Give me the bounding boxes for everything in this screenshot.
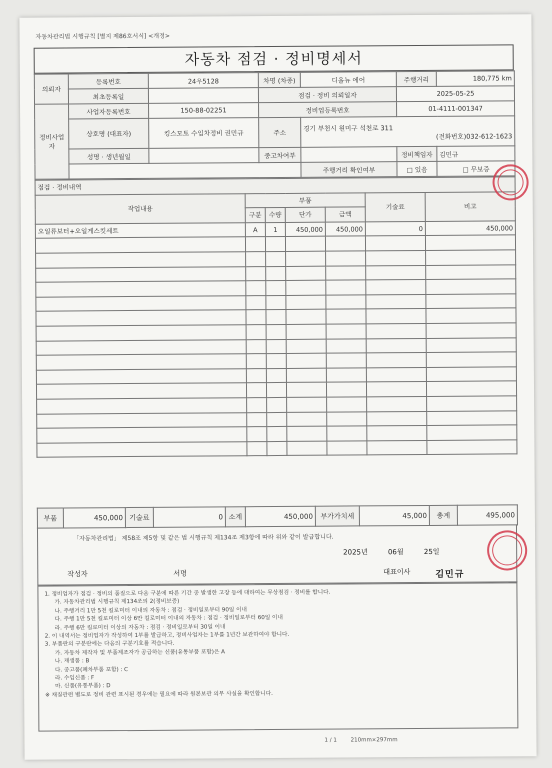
empty-cell	[327, 397, 367, 412]
rep-label: 대표이사	[383, 568, 411, 577]
empty-cell	[366, 353, 426, 368]
note-line: 1. 정비업자가 점검 · 정비의 품질으로 다음 구분에 따른 기간 중 발생한 고장 등에 대하여는 무상점검 · 정비를 합니다.	[44, 589, 331, 598]
empty-cell	[35, 237, 245, 253]
row-note: 450,000	[425, 221, 515, 236]
empty-cell	[266, 281, 286, 296]
empty-cell	[426, 352, 516, 367]
empty-cell	[267, 441, 287, 456]
note-line: 나. 재생품 : B	[54, 658, 90, 665]
row-amount: 450,000	[325, 222, 365, 237]
empty-cell	[366, 367, 426, 382]
grade-col-label: 구분	[245, 208, 265, 223]
row-qty: 1	[265, 222, 285, 237]
grand-total-value: 495,000	[457, 505, 517, 525]
empty-cell	[367, 411, 427, 426]
empty-cell	[327, 426, 367, 441]
shop-name-value: 킹스모토 수입차정비 권민규	[149, 118, 259, 149]
empty-cell	[285, 237, 325, 252]
customer-section-label: 의뢰자	[34, 74, 68, 104]
address-cell	[301, 116, 515, 147]
empty-cell	[287, 412, 327, 427]
empty-cell	[266, 295, 286, 310]
empty-cell	[427, 410, 517, 425]
amount-col-label: 금액	[325, 207, 365, 222]
empty-cell	[266, 383, 286, 398]
empty-cell	[366, 382, 426, 397]
empty-cell	[246, 368, 266, 383]
empty-cell	[286, 251, 326, 266]
subtotal-label: 소계	[225, 507, 245, 527]
empty-cell	[267, 397, 287, 412]
empty-cell	[326, 309, 366, 324]
empty-cell	[265, 237, 285, 252]
empty-cell	[267, 412, 287, 427]
empty-cell	[326, 265, 366, 280]
empty-cell	[247, 441, 267, 456]
footer	[324, 737, 409, 744]
empty-cell	[426, 250, 516, 265]
empty-cell	[246, 310, 266, 325]
empty-cell	[325, 236, 365, 251]
note-line: 나. 주행거리 1만 5천 킬로미터 이내의 자동차 : 점검 · 정비일로부터 90일 이내	[54, 607, 247, 615]
note-line: 다. 주행 1만 5천 킬로미터 이상 6만 킬로미터 이내의 자동차 : 점검 · 정비일로부터 60일 이내	[54, 615, 283, 623]
checkbox-icon: □	[406, 165, 413, 174]
model-value: 디올뉴 에어	[300, 72, 396, 88]
empty-cell	[286, 368, 326, 383]
labor-col-label: 기술료	[365, 192, 425, 222]
shop-name-label: 상호명 (대표자)	[69, 118, 149, 149]
empty-cell	[326, 251, 366, 266]
empty-cell	[246, 266, 266, 281]
empty-cell	[366, 280, 426, 295]
work-header-label: 점검 · 정비내역	[35, 177, 515, 195]
shop-section-label: 정비사업자	[35, 104, 70, 179]
empty-cell	[247, 397, 267, 412]
empty-cell	[326, 382, 366, 397]
sign-label: 서명	[173, 569, 187, 578]
warranty-no: □ 무보증	[437, 161, 515, 177]
row-item: 오일류보터+오일게스킷세트	[35, 223, 245, 239]
reg-no-label: 등록번호	[68, 73, 148, 89]
empty-cell	[36, 310, 246, 326]
empty-cell	[36, 354, 246, 370]
empty-cell	[267, 427, 287, 442]
check-date-value: 2025-05-25	[396, 86, 514, 102]
empty-cell	[245, 237, 265, 252]
empty-cell	[366, 265, 426, 280]
row-labor: 0	[365, 221, 425, 236]
issue-month: 06월	[387, 548, 404, 557]
empty-cell	[427, 440, 517, 455]
address-value: 경기 부천시 원미구 석천로 311	[303, 123, 393, 133]
reg-no-value: 24우5128	[148, 73, 258, 89]
paper-size: 210mm×297mm	[350, 737, 398, 744]
total-parts-label: 부품	[37, 508, 63, 528]
empty-cell	[36, 383, 246, 399]
empty-cell	[266, 354, 286, 369]
empty-cell	[36, 295, 246, 311]
empty-cell	[367, 440, 427, 455]
row-unit: 450,000	[285, 222, 325, 237]
empty-cell	[36, 325, 246, 341]
check-date-label: 점검 · 정비 의뢰일자	[258, 87, 396, 103]
empty-cell	[286, 266, 326, 281]
mileage-label: 주행거리	[396, 71, 436, 86]
empty-cell	[246, 252, 266, 267]
empty-cell	[286, 324, 326, 339]
empty-cell	[247, 412, 267, 427]
shop-reg-value: 01-4111-001347	[397, 101, 515, 117]
ceo-name-label: 성명 · 생년월일	[69, 148, 149, 164]
empty-cell	[246, 354, 266, 369]
empty-cell	[36, 281, 246, 297]
note-line: 라. 수입신품 : F	[55, 675, 95, 682]
rep-name: 김민규	[435, 569, 465, 580]
blank-cell	[69, 162, 301, 179]
empty-cell	[246, 383, 266, 398]
empty-cell	[286, 382, 326, 397]
empty-cell	[366, 323, 426, 338]
empty-cell	[426, 264, 516, 279]
note-line: ※ 재질관련 별도로 정비 관련 표시된 경우에는 필요에 따라 원본보관 의무 사실을 확인합니다.	[45, 690, 273, 699]
writer-label: 작성자	[67, 570, 88, 579]
ceo-name-value	[149, 148, 259, 164]
empty-cell	[266, 324, 286, 339]
empty-cell	[286, 339, 326, 354]
empty-cell	[425, 235, 515, 250]
note-col-label: 비고	[425, 191, 515, 221]
title-box	[34, 44, 514, 73]
phone-value: (전화번호)032-612-1623	[435, 131, 513, 141]
empty-cell	[286, 353, 326, 368]
empty-cell	[366, 309, 426, 324]
empty-cell	[326, 295, 366, 310]
empty-cell	[266, 266, 286, 281]
empty-cell	[326, 280, 366, 295]
empty-cell	[287, 441, 327, 456]
address-label: 주소	[259, 117, 301, 147]
empty-cell	[266, 368, 286, 383]
empty-cell	[36, 266, 246, 282]
empty-cell	[327, 411, 367, 426]
empty-cell	[426, 279, 516, 294]
empty-cell	[427, 396, 517, 411]
document-title: 자동차 점검 · 정비명세서	[184, 49, 363, 69]
mileage-value: 180,775 km	[436, 71, 514, 87]
empty-cell	[246, 295, 266, 310]
issue-day: 25일	[423, 547, 440, 556]
empty-cell	[246, 339, 266, 354]
note-line: 3. 부품란의 구분란에는 다음의 구분기호를 적습니다.	[44, 641, 175, 649]
page-number: 1 / 1	[324, 737, 337, 744]
biz-no-label: 사업자등록번호	[69, 103, 149, 119]
empty-cell	[367, 426, 427, 441]
biz-no-value: 150-88-02251	[149, 103, 259, 119]
empty-cell	[37, 412, 247, 428]
warranty-label: 주행거리 확인여부	[301, 162, 397, 178]
subtotal-value: 450,000	[245, 506, 315, 526]
total-parts-value: 450,000	[63, 508, 125, 528]
empty-cell	[286, 295, 326, 310]
warranty-yes: □ 있음	[397, 161, 437, 176]
empty-rows	[35, 235, 517, 457]
empty-cell	[366, 250, 426, 265]
shop-reg-label: 정비업등록번호	[259, 102, 397, 118]
empty-cell	[246, 281, 266, 296]
notes-box	[37, 582, 518, 731]
total-labor-value: 0	[153, 507, 225, 528]
note-line: 라. 주행 6만 킬로미터 이상의 자동차 : 점검 · 정비일로부터 30일 이내	[54, 623, 226, 632]
requester-value	[301, 147, 397, 163]
statute-text: 「자동차관리법」 제58조 제5항 및 같은 법 시행규칙 제134조 제3항에 따라 위와 같이 발급합니다.	[73, 533, 334, 543]
empty-cell	[365, 236, 425, 251]
empty-cell	[37, 427, 247, 443]
checkbox-icon: □	[462, 165, 469, 174]
document-page	[19, 14, 536, 760]
empty-cell	[286, 310, 326, 325]
empty-cell	[36, 368, 246, 384]
note-line: 마. 신품(유통부품) : D	[55, 683, 111, 691]
empty-cell	[426, 294, 516, 309]
empty-cell	[426, 308, 516, 323]
empty-cell	[266, 251, 286, 266]
info-grid	[34, 70, 517, 458]
empty-cell	[367, 396, 427, 411]
first-reg-value	[148, 88, 258, 104]
model-label: 차명 (차종)	[258, 72, 300, 87]
note-line: 2. 이 내역서는 정비업자가 작성하여 1부를 발급하고, 정비사업자는 1부를 1년간 보관하여야 합니다.	[44, 631, 290, 640]
empty-cell	[366, 294, 426, 309]
empty-cell	[427, 425, 517, 440]
seal-ring	[495, 167, 526, 198]
empty-cell	[36, 339, 246, 355]
vat-value: 45,000	[359, 505, 429, 525]
issue-year: 2025년	[343, 548, 368, 557]
empty-cell	[37, 441, 247, 457]
total-labor-label: 기술료	[125, 507, 153, 527]
empty-cell	[426, 337, 516, 352]
note-line: 가. 자동차 제작자 및 부품제조자가 공급하는 신품(유통부품 포함)은 A	[54, 649, 225, 657]
empty-cell	[286, 280, 326, 295]
empty-cell	[266, 339, 286, 354]
grand-total-label: 총계	[429, 505, 457, 525]
seal-ring	[489, 533, 525, 569]
empty-cell	[326, 324, 366, 339]
regulation-note: 자동차관리법 시행규칙 [별지 제86호서식] <개정>	[35, 32, 170, 41]
empty-cell	[266, 310, 286, 325]
empty-cell	[326, 353, 366, 368]
issue-date	[343, 547, 457, 558]
technician-label: 정비책임자	[397, 146, 437, 161]
empty-cell	[247, 427, 267, 442]
item-col-label: 작업내용	[35, 193, 245, 224]
technician-value: 김민규	[437, 146, 515, 162]
empty-cell	[37, 398, 247, 414]
work-table	[35, 176, 518, 458]
parts-col-label: 부품	[245, 192, 365, 207]
first-reg-label: 최초등록일	[68, 88, 148, 104]
requester-label: 중고차여부	[259, 147, 301, 162]
vat-label: 부가가치세	[315, 506, 359, 526]
empty-cell	[426, 323, 516, 338]
empty-cell	[327, 441, 367, 456]
note-line: 가. 자동차관리법 시행규칙 제134조의 2(정비보증)	[54, 599, 180, 606]
empty-table-row	[37, 440, 517, 458]
qty-col-label: 수량	[265, 208, 285, 223]
empty-cell	[246, 325, 266, 340]
note-line: 다. 중고품(폐차부품 포함) : C	[54, 666, 129, 674]
empty-cell	[426, 367, 516, 382]
empty-cell	[287, 397, 327, 412]
empty-cell	[36, 252, 246, 268]
row-grade: A	[245, 222, 265, 237]
empty-cell	[326, 368, 366, 383]
empty-cell	[366, 338, 426, 353]
empty-cell	[287, 426, 327, 441]
empty-cell	[326, 338, 366, 353]
unit-col-label: 단가	[285, 207, 325, 222]
empty-cell	[426, 381, 516, 396]
